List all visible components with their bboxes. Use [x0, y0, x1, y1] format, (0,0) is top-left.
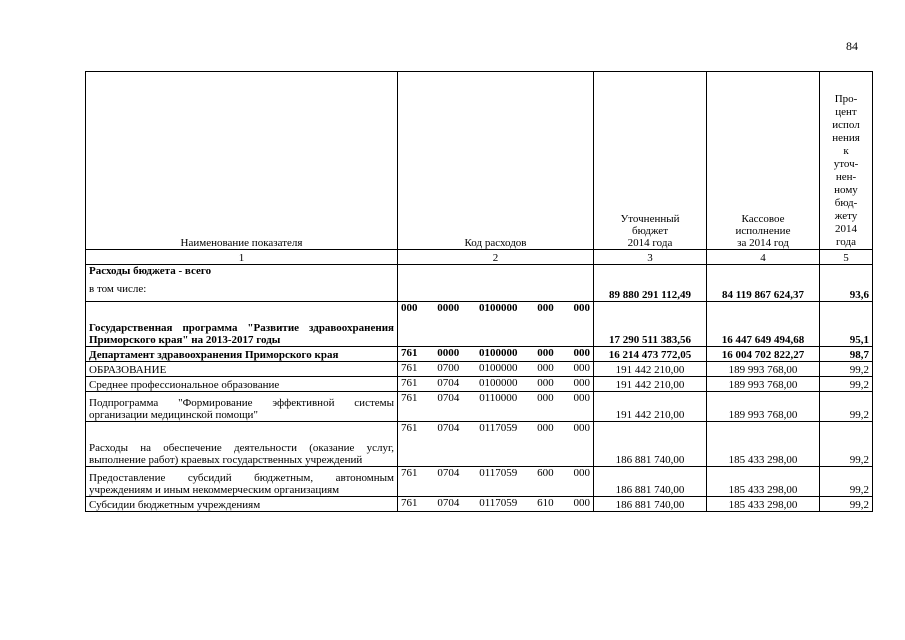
row-name	[86, 265, 398, 302]
row-code	[398, 497, 594, 512]
code-segment: 000	[573, 422, 590, 434]
row-name	[86, 467, 398, 497]
table-row	[86, 302, 873, 347]
row-code	[398, 422, 594, 467]
row-budget: 186 881 740,00	[594, 422, 707, 467]
row-executed: 185 433 298,00	[707, 497, 820, 512]
code-segments	[401, 392, 590, 404]
code-segment: 000	[573, 467, 590, 479]
code-segment: 761	[401, 362, 418, 374]
row-name-text: Предоставление субсидий бюджетным, автономным учреждениям и иным некоммерческим организациям	[89, 472, 394, 496]
row-percent: 99,2	[820, 377, 873, 392]
code-segment: 0100000	[479, 302, 518, 314]
row-budget: 17 290 511 383,56	[594, 302, 707, 347]
code-segment: 0704	[437, 377, 460, 389]
header-execution	[707, 72, 820, 250]
code-segments	[401, 302, 590, 314]
header-line: Кассовое	[741, 213, 785, 225]
row-executed: 189 993 768,00	[707, 377, 820, 392]
code-segment: 000	[573, 362, 590, 374]
row-name-text: Субсидии бюджетным учреждениям	[89, 499, 261, 511]
row-code	[398, 467, 594, 497]
row-executed: 84 119 867 624,37	[707, 265, 820, 302]
header-line: жету	[834, 210, 858, 222]
code-segment: 0000	[437, 302, 460, 314]
code-segment: 000	[537, 362, 554, 374]
table-row	[86, 362, 873, 377]
header-line: бюджет	[632, 225, 668, 237]
column-number: 4	[707, 250, 820, 265]
row-subtitle: в том числе:	[89, 283, 147, 295]
table-row	[86, 265, 873, 302]
row-name-text: Подпрограмма "Формирование эффективной системы организации медицинской помощи"	[89, 397, 394, 421]
code-segment: 0704	[437, 497, 460, 509]
code-segment: 000	[573, 497, 590, 509]
code-segment: 0704	[437, 422, 460, 434]
row-percent: 99,2	[820, 467, 873, 497]
column-number: 3	[594, 250, 707, 265]
code-segment: 000	[573, 392, 590, 404]
row-code	[398, 362, 594, 377]
column-number: 1	[86, 250, 398, 265]
header-line: испол	[832, 119, 860, 131]
table-row	[86, 497, 873, 512]
row-percent: 99,2	[820, 362, 873, 377]
code-segment: 000	[573, 302, 590, 314]
code-segment: 761	[401, 377, 418, 389]
code-segment: 000	[573, 377, 590, 389]
header-line: 2014	[835, 223, 857, 235]
code-segments	[401, 377, 590, 389]
code-segment: 000	[573, 347, 590, 359]
code-segment: 600	[537, 467, 554, 479]
row-name-text: Среднее профессиональное образование	[89, 379, 280, 391]
row-percent: 95,1	[820, 302, 873, 347]
row-code	[398, 265, 594, 302]
header-line: года	[836, 236, 856, 248]
row-percent: 93,6	[820, 265, 873, 302]
page-number: 84	[846, 39, 858, 53]
row-name-text: ОБРАЗОВАНИЕ	[89, 364, 167, 376]
header-line: Про-	[834, 93, 858, 105]
code-segment: 0117059	[479, 467, 518, 479]
row-percent: 98,7	[820, 347, 873, 362]
code-segment: 0100000	[479, 347, 518, 359]
header-line: к	[843, 145, 849, 157]
row-name-text: Расходы на обеспечение деятельности (оказание услуг, выполнение работ) краевых государственных учреждений	[89, 442, 394, 466]
table-row	[86, 347, 873, 362]
code-segment: 000	[537, 392, 554, 404]
code-segment: 761	[401, 422, 418, 434]
row-percent: 99,2	[820, 497, 873, 512]
column-number: 5	[820, 250, 873, 265]
row-name	[86, 377, 398, 392]
header-line: нения	[832, 132, 860, 144]
header-line: 2014 года	[627, 237, 673, 249]
code-segment: 000	[537, 377, 554, 389]
row-executed: 185 433 298,00	[707, 422, 820, 467]
table-row	[86, 467, 873, 497]
row-name	[86, 302, 398, 347]
code-segment: 000	[537, 347, 554, 359]
code-segment: 0000	[437, 347, 460, 359]
header-line: исполнение	[735, 225, 791, 237]
row-name-text: Расходы бюджета - всего	[89, 265, 212, 277]
column-number: 2	[398, 250, 594, 265]
code-segment: 0110000	[479, 392, 518, 404]
row-executed: 16 004 702 822,27	[707, 347, 820, 362]
row-percent: 99,2	[820, 422, 873, 467]
row-code	[398, 377, 594, 392]
code-segment: 0117059	[479, 497, 518, 509]
code-segments	[401, 467, 590, 479]
code-segments	[401, 422, 590, 434]
table-row	[86, 422, 873, 467]
budget-execution-table	[85, 71, 873, 512]
code-segment: 0117059	[479, 422, 518, 434]
row-executed: 185 433 298,00	[707, 467, 820, 497]
code-segment: 0700	[437, 362, 460, 374]
header-budget	[594, 72, 707, 250]
row-budget: 191 442 210,00	[594, 392, 707, 422]
row-budget: 191 442 210,00	[594, 377, 707, 392]
row-budget: 186 881 740,00	[594, 467, 707, 497]
code-segment: 0100000	[479, 377, 518, 389]
code-segment: 0704	[437, 467, 460, 479]
row-executed: 16 447 649 494,68	[707, 302, 820, 347]
header-line: бюд-	[834, 197, 858, 209]
header-name: Наименование показателя	[86, 72, 398, 250]
code-segment: 0704	[437, 392, 460, 404]
code-segment: 761	[401, 497, 418, 509]
code-segment: 000	[401, 302, 418, 314]
table-row	[86, 392, 873, 422]
row-executed: 189 993 768,00	[707, 392, 820, 422]
code-segments	[401, 347, 590, 359]
row-name-text: Департамент здравоохранения Приморского края	[89, 349, 339, 361]
code-segment: 761	[401, 347, 418, 359]
row-code	[398, 302, 594, 347]
code-segments	[401, 362, 590, 374]
header-line: Уточненный	[620, 213, 680, 225]
code-segment: 610	[537, 497, 554, 509]
row-name	[86, 347, 398, 362]
row-budget: 16 214 473 772,05	[594, 347, 707, 362]
row-budget: 89 880 291 112,49	[594, 265, 707, 302]
header-code: Код расходов	[398, 72, 594, 250]
row-name	[86, 392, 398, 422]
row-budget: 191 442 210,00	[594, 362, 707, 377]
table-row	[86, 377, 873, 392]
header-line: нен-	[835, 171, 857, 183]
row-code	[398, 347, 594, 362]
code-segment: 761	[401, 392, 418, 404]
row-code	[398, 392, 594, 422]
code-segments	[401, 497, 590, 509]
header-line: цент	[835, 106, 857, 118]
row-executed: 189 993 768,00	[707, 362, 820, 377]
row-name	[86, 362, 398, 377]
row-percent: 99,2	[820, 392, 873, 422]
row-name	[86, 422, 398, 467]
code-segment: 000	[537, 302, 554, 314]
header-percent	[820, 72, 873, 250]
header-line: уточ-	[833, 158, 859, 170]
header-line: за 2014 год	[737, 237, 789, 249]
code-segment: 761	[401, 467, 418, 479]
header-line: ному	[834, 184, 858, 196]
row-budget: 186 881 740,00	[594, 497, 707, 512]
column-numbers-row	[86, 250, 873, 265]
row-name-text: Государственная программа "Развитие здравоохранения Приморского края" на 2013-2017 годы	[89, 322, 394, 346]
header-row	[86, 72, 873, 250]
row-name	[86, 497, 398, 512]
code-segment: 000	[537, 422, 554, 434]
code-segment: 0100000	[479, 362, 518, 374]
